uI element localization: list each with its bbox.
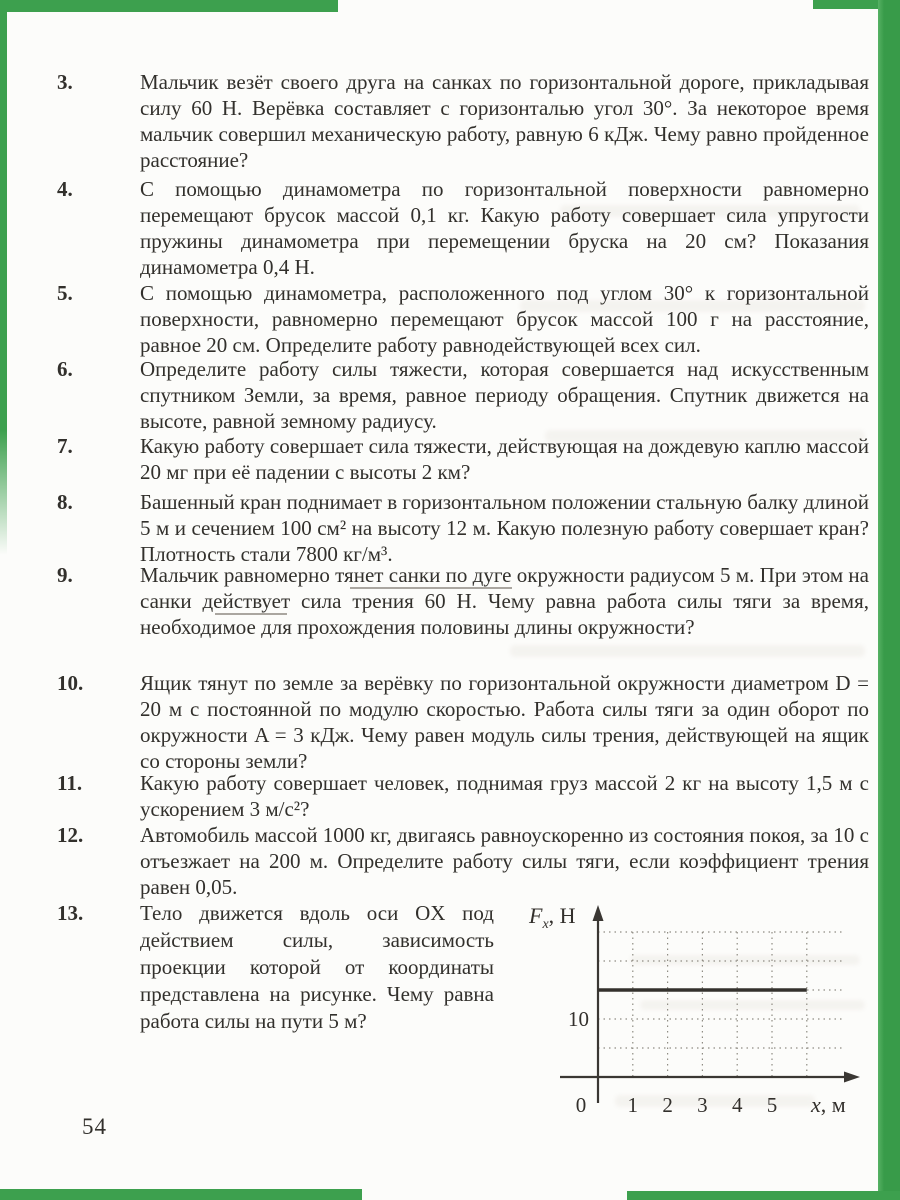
- problem-item-4: [57, 176, 869, 280]
- book-cover-edge-left: [0, 0, 7, 555]
- problem-text: Какую работу совершает человек, поднимая груз массой 2 кг на высоту 1,5 м с ускорением 3 м/с²?: [140, 771, 869, 821]
- problem-item-10: [57, 670, 869, 774]
- x-axis-label: x, м: [811, 1092, 846, 1117]
- problem-text: С помощью динамометра по горизонтальной поверхности равномерно перемещают брусок массой 0,1 кг. Какую работу совершает сила упругости пружины динамометра при перемещении бруска на 20 см? Показания динамометра 0,4 Н.: [140, 177, 869, 279]
- problem-number: 8.: [57, 490, 73, 514]
- problem-text: Тело движется вдоль оси OX под действием силы, зависимость проекции которой от координаты представлена на рисунке. Чему равна работа силы на пути 5 м?: [140, 901, 494, 1033]
- problem-text: Определите работу силы тяжести, которая совершается над искусственным спутником Земли, за время, равное периоду обращения. Спутник движется на высоте, равной земному радиусу.: [140, 357, 869, 433]
- problem-item-11: [57, 770, 869, 822]
- problem-item-7: [57, 433, 869, 485]
- problem-item-5: [57, 280, 869, 358]
- problem-number: 4.: [57, 177, 73, 201]
- book-cover-edge-top-left: [0, 0, 338, 12]
- x-tick-label: 5: [766, 1093, 778, 1117]
- problem-number: 3.: [57, 70, 73, 94]
- problem-text: Какую работу совершает сила тяжести, действующая на дождевую каплю массой 20 мг при её падении с высоты 2 км?: [140, 434, 869, 484]
- problem-number: 5.: [57, 281, 73, 305]
- force-graph-svg: [527, 896, 879, 1124]
- problem-item-8: [57, 489, 869, 567]
- pencil-underline: [215, 613, 287, 615]
- problem-item-9: [57, 562, 869, 640]
- x-tick-label: 4: [731, 1093, 743, 1117]
- x-tick-label: 2: [662, 1093, 673, 1117]
- problem-item-3: [57, 69, 869, 173]
- problem-number: 6.: [57, 357, 73, 381]
- x-tick-labels: [576, 1093, 778, 1117]
- grid-lines: [598, 932, 843, 1077]
- problem-number: 7.: [57, 434, 73, 458]
- problem-item-6: [57, 356, 869, 434]
- problem-number: 13.: [57, 901, 84, 925]
- x-tick-label: 1: [627, 1093, 639, 1117]
- problem-number: 9.: [57, 563, 73, 587]
- problem-text: С помощью динамометра, расположенного под углом 30° к горизонтальной поверхности, равномерно перемещают брусок массой 100 г на расстояние, равное 20 см. Определите работу равнодействующей всех сил.: [140, 281, 869, 357]
- problem-item-13: [57, 900, 494, 1035]
- y-axis-arrowhead-icon: [593, 905, 604, 921]
- problem-text: Мальчик равномерно тянет санки по дуге окружности радиусом 5 м. При этом на санки действует сила трения 60 Н. Чему равна работа силы тяги за время, необходимое для прохождения половины длины окружности?: [140, 563, 869, 639]
- problem-text: Башенный кран поднимает в горизонтальном положении стальную балку длиной 5 м и сечением 100 см² на высоту 12 м. Какую полезную работу совершает кран? Плотность стали 7800 кг/м³.: [140, 490, 869, 566]
- book-cover-edge-bottom-left: [0, 1189, 362, 1200]
- problem-number: 11.: [57, 771, 83, 795]
- problem-text: Ящик тянут по земле за верёвку по горизонтальной окружности диаметром D = 20 м с постоянной по модулю скоростью. Работа силы тяги за один оборот по окружности A = 3 кДж. Чему равен модуль силы трения, действующей на ящик со стороны земли?: [140, 671, 869, 773]
- problem-text: Автомобиль массой 1000 кг, двигаясь равноускоренно из состояния покоя, за 10 с отъезжает на 200 м. Определите работу силы тяги, если коэффициент трения равен 0,05.: [140, 823, 869, 899]
- page-number: 54: [82, 1114, 107, 1139]
- force-graph: [527, 896, 879, 1124]
- problem-item-12: [57, 822, 869, 900]
- problem-number: 10.: [57, 671, 84, 695]
- book-cover-edge-bottom-right: [627, 1191, 900, 1200]
- x-tick-label: 0: [575, 1093, 587, 1117]
- problem-text: Мальчик везёт своего друга на санках по горизонтальной дороге, прикладывая силу 60 Н. Верёвка составляет с горизонталью угол 30°. За некоторое время мальчик совершил механическую работу, равную 6 кДж. Чему равно пройденное расстояние?: [140, 70, 869, 172]
- problem-number: 12.: [57, 823, 84, 847]
- y-tick-label: 10: [568, 1007, 589, 1031]
- pencil-underline: [350, 587, 512, 589]
- y-axis-label: $F_x$, Н: [529, 903, 576, 932]
- ink-bleed-smudge: [510, 645, 865, 657]
- x-tick-label: 3: [697, 1093, 708, 1117]
- book-cover-edge-right: [878, 0, 900, 1200]
- x-axis-arrowhead-icon: [844, 1072, 860, 1083]
